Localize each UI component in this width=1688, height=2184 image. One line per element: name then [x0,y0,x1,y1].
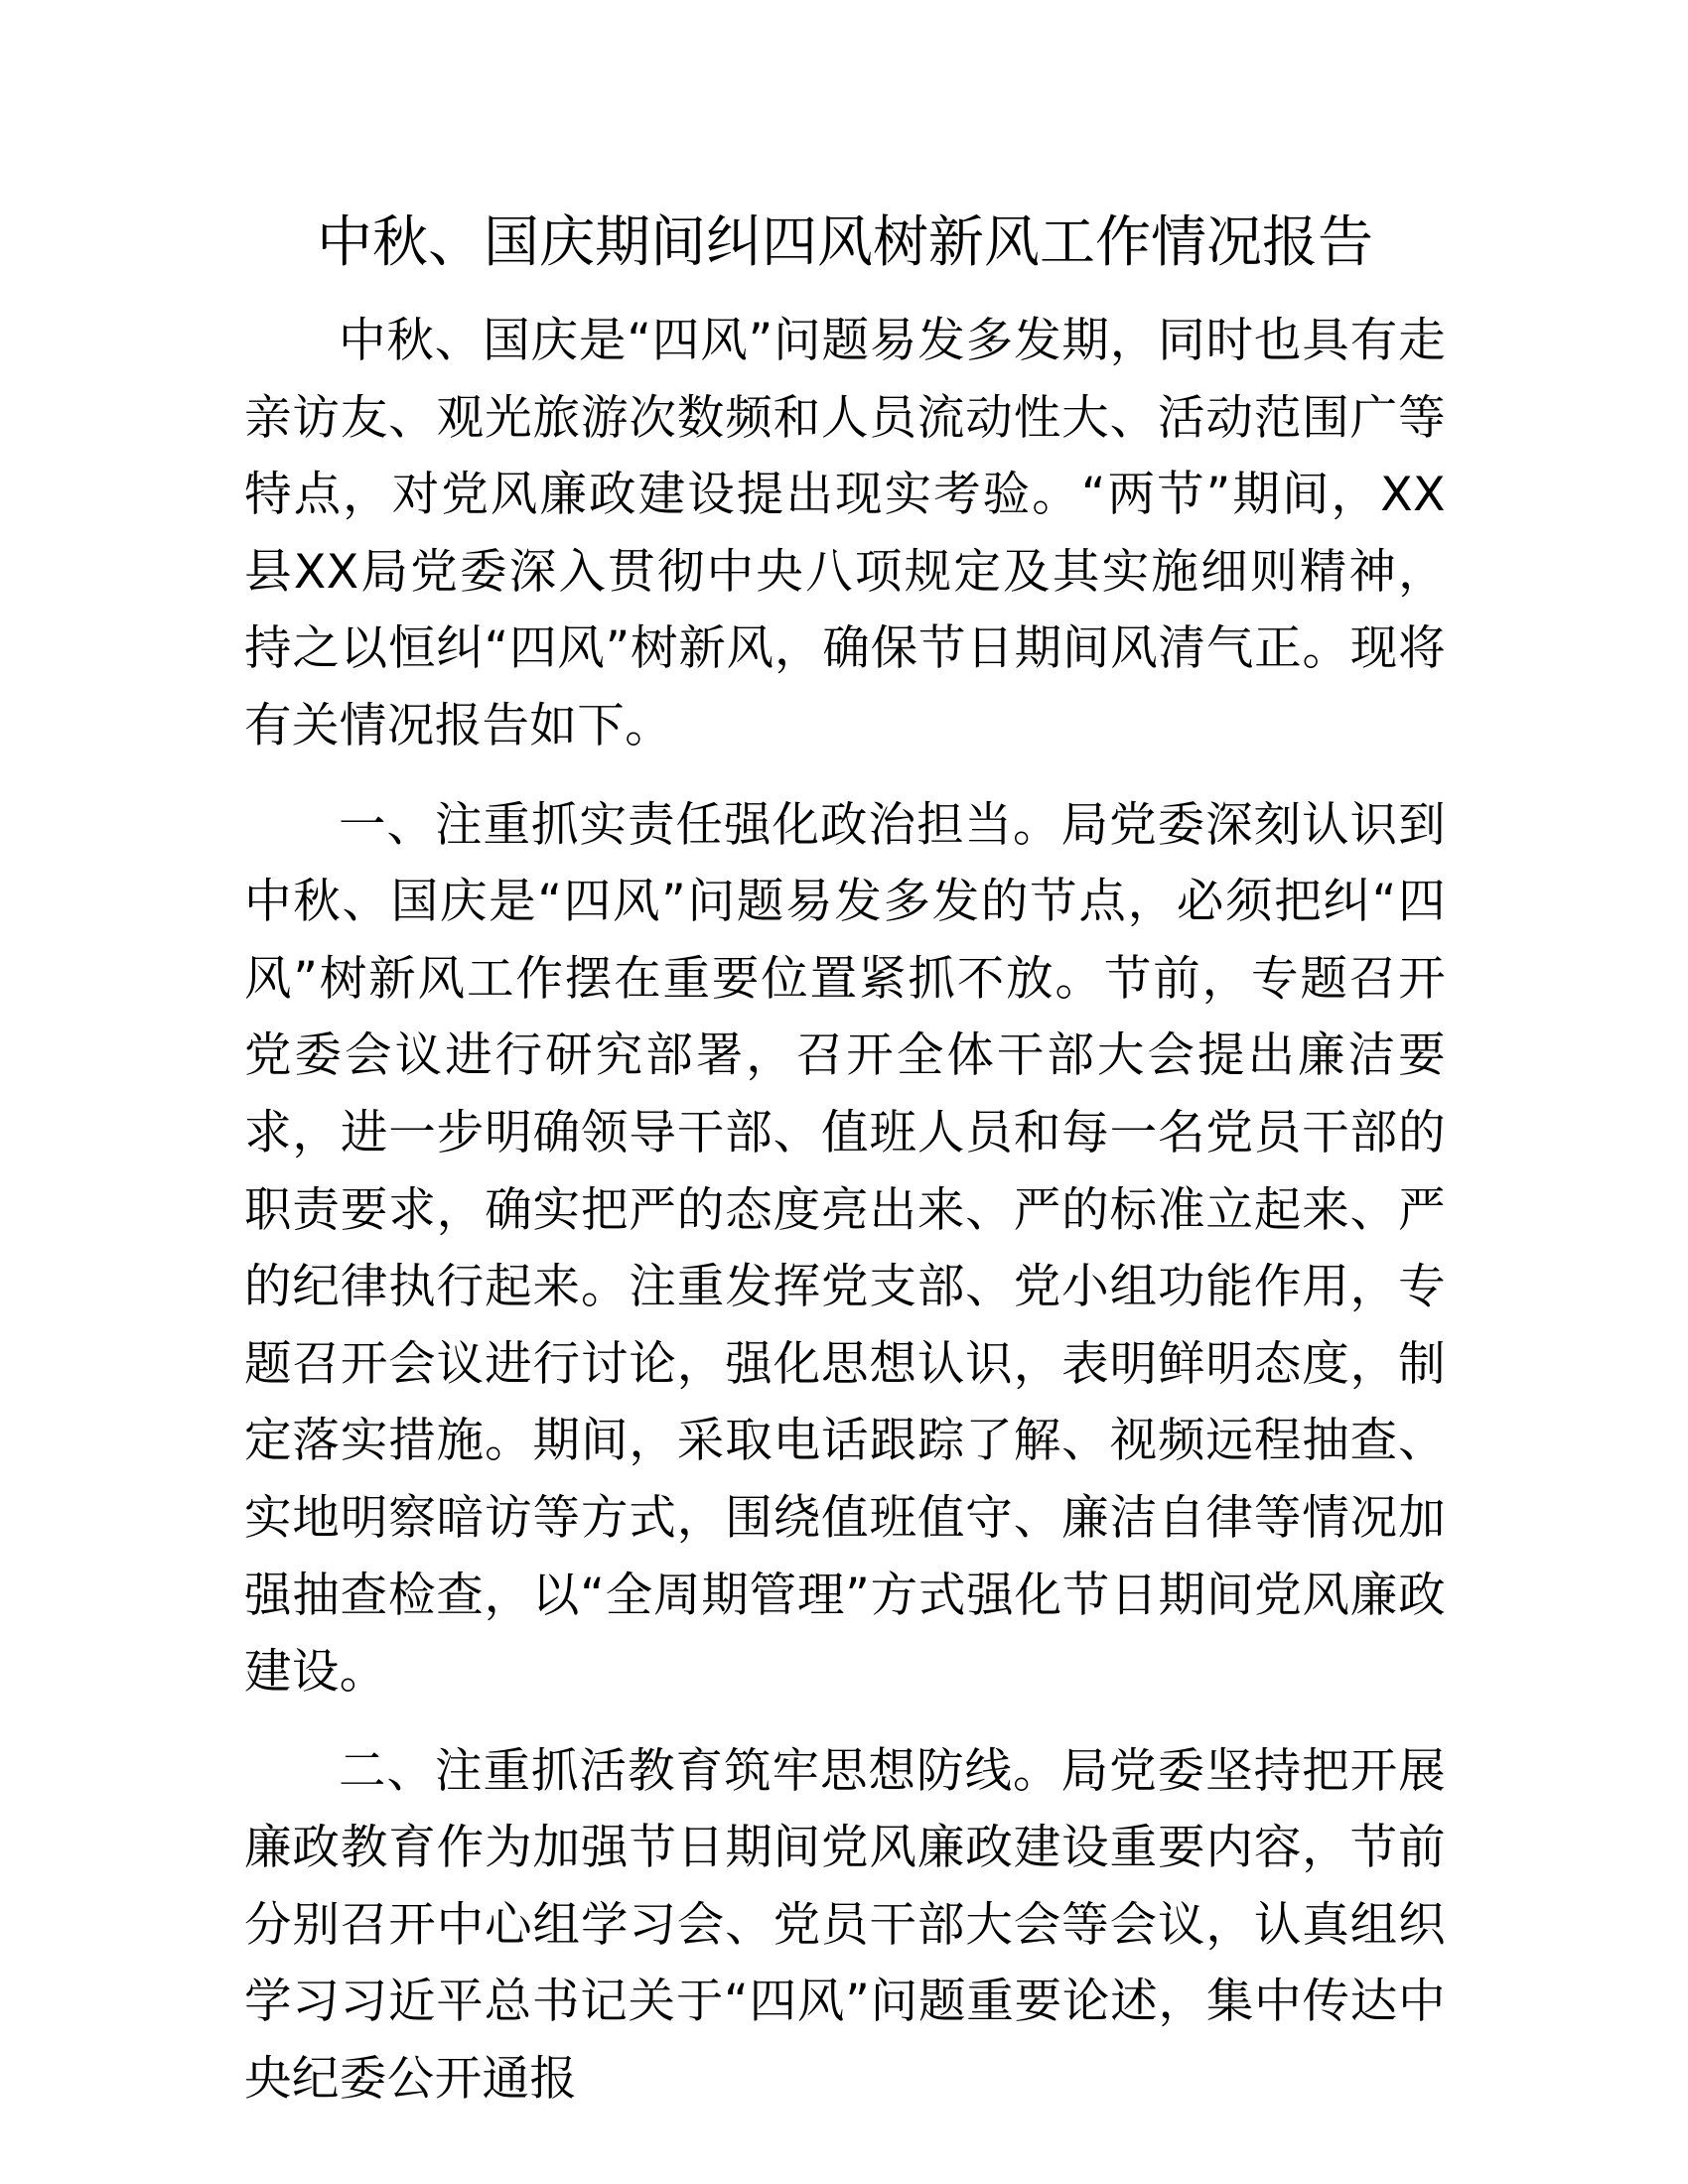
section-two-paragraph: 二、注重抓活教育筑牢思想防线。局党委坚持把开展廉政教育作为加强节日期间党风廉政建设重要内容，节前分别召开中心组学习会、党员干部大会等会议，认真组织学习习近平总书记关于“四风”问题重要论述，集中传达中央纪委公开通报 [244,1743,1446,2108]
document-body [244,303,1446,2140]
section-one-paragraph: 一、注重抓实责任强化政治担当。局党委深刻认识到中秋、国庆是“四风”问题易发多发的节点，必须把纠“四风”树新风工作摆在重要位置紧抓不放。节前，专题召开党委会议进行研究部署，召开全体干部大会提出廉洁要求，进一步明确领导干部、值班人员和每一名党员干部的职责要求，确实把严的态度亮出来、严的标准立起来、严的纪律执行起来。注重发挥党支部、党小组功能作用，专题召开会议进行讨论，强化思想认识，表明鲜明态度，制定落实措施。期间，采取电话跟踪了解、视频远程抽查、实地明察暗访等方式，围绕值班值守、廉洁自律等情况加强抽查检查，以“全周期管理”方式强化节日期间党风廉政建设。 [244,797,1446,1701]
intro-paragraph: 中秋、国庆是“四风”问题易发多发期，同时也具有走亲访友、观光旅游次数频和人员流动性大、活动范围广等特点，对党风廉政建设提出现实考验。“两节”期间，XX县XX局党委深入贯彻中央八项规定及其实施细则精神，持之以恒纠“四风”树新风，确保节日期间风清气正。现将有关情况报告如下。 [244,314,1446,753]
document-title: 中秋、国庆期间纠四风树新风工作情况报告 [317,210,1373,275]
